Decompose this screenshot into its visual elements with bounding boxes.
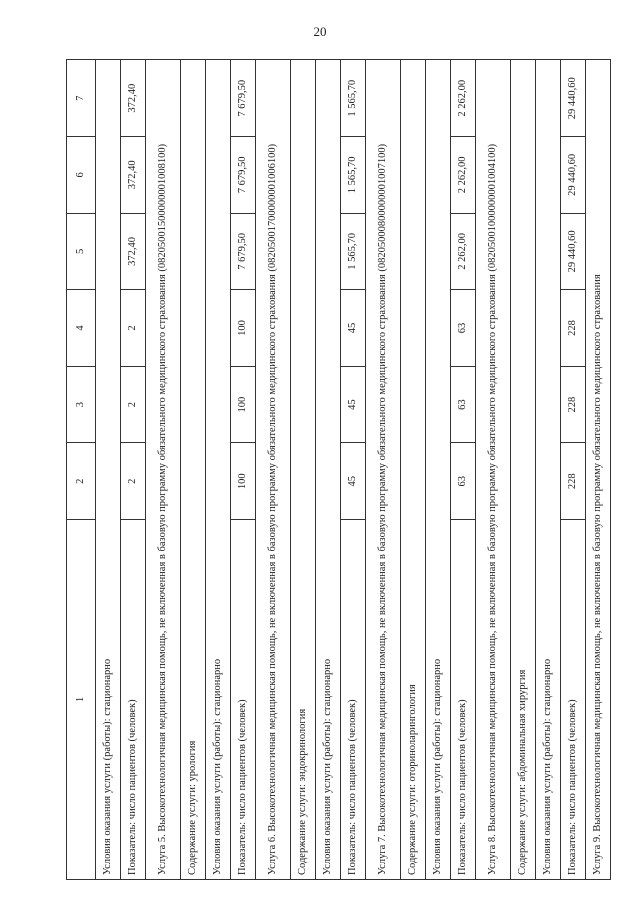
page-number: 20 (313, 24, 327, 39)
value-cell: 2 262,00 (451, 60, 476, 137)
rotated-table-wrapper (66, 60, 603, 880)
value-cell: 29 440,60 (561, 137, 586, 214)
section-row (291, 60, 316, 880)
indicator-row (121, 60, 146, 880)
section-row (536, 60, 561, 880)
header-cell: 2 (67, 443, 96, 520)
section-cell: Условия оказания услуги (работы): стационарно (96, 60, 121, 880)
indicator-label-cell: Показатель: число пациентов (человек) (451, 520, 476, 880)
value-cell: 100 (231, 366, 256, 443)
section-cell: Условия оказания услуги (работы): стационарно (316, 60, 341, 880)
value-cell: 372,40 (121, 60, 146, 137)
value-cell: 45 (341, 366, 366, 443)
section-row (586, 60, 611, 880)
value-cell: 45 (341, 443, 366, 520)
value-cell: 228 (561, 290, 586, 367)
value-cell: 2 262,00 (451, 213, 476, 290)
value-cell: 63 (451, 443, 476, 520)
section-cell: Услуга 5. Высокотехнологичная медицинская помощь, не включенная в базовую программу обязательного медицинского страхования (08205001500000001008100) (146, 60, 181, 880)
value-cell: 372,40 (121, 137, 146, 214)
services-table (66, 59, 611, 880)
value-cell: 2 262,00 (451, 137, 476, 214)
indicator-row (561, 60, 586, 880)
value-cell: 63 (451, 366, 476, 443)
table-body (67, 60, 611, 880)
value-cell: 1 565,70 (341, 60, 366, 137)
header-cell: 3 (67, 366, 96, 443)
value-cell: 2 (121, 443, 146, 520)
section-row (476, 60, 511, 880)
section-cell: Услуга 9. Высокотехнологичная медицинская помощь, не включенная в базовую программу обязательного медицинского страхования (586, 60, 611, 880)
section-row (206, 60, 231, 880)
section-cell: Услуга 8. Высокотехнологичная медицинская помощь, не включенная в базовую программу обязательного медицинского страхования (08205001000000001004100) (476, 60, 511, 880)
section-cell: Услуга 6. Высокотехнологичная медицинская помощь, не включенная в базовую программу обязательного медицинского страхования (08205001700000001006100) (256, 60, 291, 880)
value-cell: 100 (231, 290, 256, 367)
header-cell: 7 (67, 60, 96, 137)
header-cell: 4 (67, 290, 96, 367)
section-cell: Содержание услуги: абдоминальная хирургия (511, 60, 536, 880)
value-cell: 29 440,60 (561, 213, 586, 290)
indicator-label-cell: Показатель: число пациентов (человек) (121, 520, 146, 880)
section-cell: Условия оказания услуги (работы): стационарно (426, 60, 451, 880)
header-cell: 1 (67, 520, 96, 880)
value-cell: 372,40 (121, 213, 146, 290)
section-cell: Условия оказания услуги (работы): стационарно (206, 60, 231, 880)
indicator-row (341, 60, 366, 880)
section-cell: Содержание услуги: эндокринология (291, 60, 316, 880)
section-row (316, 60, 341, 880)
value-cell: 7 679,50 (231, 213, 256, 290)
value-cell: 228 (561, 366, 586, 443)
section-cell: Условия оказания услуги (работы): стационарно (536, 60, 561, 880)
section-row (146, 60, 181, 880)
section-cell: Содержание услуги: оториноларингология (401, 60, 426, 880)
indicator-row (451, 60, 476, 880)
section-cell: Содержание услуги: урология (181, 60, 206, 880)
value-cell: 1 565,70 (341, 137, 366, 214)
value-cell: 228 (561, 443, 586, 520)
section-row (256, 60, 291, 880)
value-cell: 7 679,50 (231, 60, 256, 137)
indicator-label-cell: Показатель: число пациентов (человек) (341, 520, 366, 880)
value-cell: 45 (341, 290, 366, 367)
indicator-label-cell: Показатель: число пациентов (человек) (561, 520, 586, 880)
section-row (511, 60, 536, 880)
section-row (96, 60, 121, 880)
value-cell: 7 679,50 (231, 137, 256, 214)
value-cell: 29 440,60 (561, 60, 586, 137)
header-cell: 5 (67, 213, 96, 290)
header-cell: 6 (67, 137, 96, 214)
indicator-row (231, 60, 256, 880)
value-cell: 2 (121, 290, 146, 367)
indicator-label-cell: Показатель: число пациентов (человек) (231, 520, 256, 880)
section-cell: Услуга 7. Высокотехнологичная медицинская помощь, не включенная в базовую программу обязательного медицинского страхования (08205000800000001007100) (366, 60, 401, 880)
section-row (401, 60, 426, 880)
value-cell: 100 (231, 443, 256, 520)
header-row (67, 60, 96, 880)
value-cell: 1 565,70 (341, 213, 366, 290)
value-cell: 63 (451, 290, 476, 367)
section-row (426, 60, 451, 880)
section-row (181, 60, 206, 880)
section-row (366, 60, 401, 880)
value-cell: 2 (121, 366, 146, 443)
